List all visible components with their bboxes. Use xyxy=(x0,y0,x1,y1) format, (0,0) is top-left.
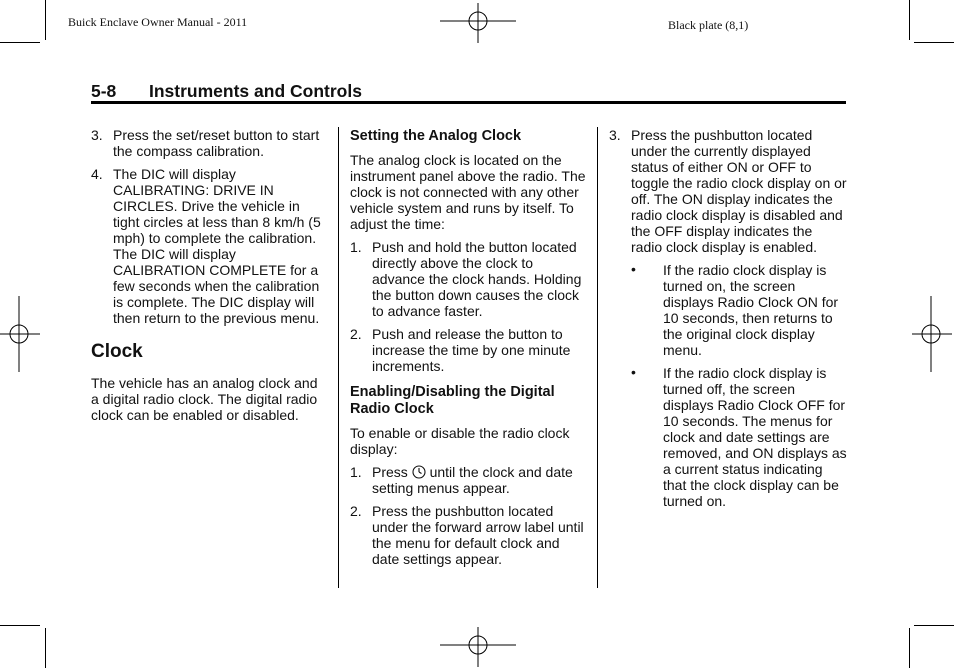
clock-icon xyxy=(412,465,426,479)
analog-clock-intro: The analog clock is located on the instrument panel above the radio. The clock is not connected with any other vehicle system and runs by itself. To adjust the time: xyxy=(350,152,586,232)
step-text-post: until the clock and date setting menus appear. xyxy=(372,464,573,496)
step-text-pre: Press xyxy=(372,464,408,480)
step-number: 3. xyxy=(609,127,621,143)
step-number: 2. xyxy=(350,326,362,342)
header-rule xyxy=(91,101,846,104)
step-text: Press the pushbutton located under the currently displayed status of either ON or OFF to toggle the radio clock display on or off. The ON display indicates the radio clock display is disabled and the OFF display indicates the radio clock display is enabled. xyxy=(631,127,847,255)
step-number: 1. xyxy=(350,239,362,255)
document-title: Buick Enclave Owner Manual - 2011 xyxy=(68,15,248,29)
bullet-text: If the radio clock display is turned off, the screen displays Radio Clock OFF for 10 seconds. The menus for clock and date settings are removed, and ON displays as a current status indicating that the clock display can be turned on. xyxy=(663,365,847,509)
step-number: 3. xyxy=(91,127,103,143)
bullet-icon: • xyxy=(631,261,636,277)
column-divider-2 xyxy=(597,127,598,588)
section-title: Instruments and Controls xyxy=(149,81,362,101)
step-text: Push and hold the button located directly above the clock to advance the clock hands. Holding the button down causes the clock to advance faster. xyxy=(372,239,582,319)
step-number: 4. xyxy=(91,166,103,182)
analog-clock-heading: Setting the Analog Clock xyxy=(350,128,522,144)
page-number: 5-8 xyxy=(91,81,117,101)
step-text: The DIC will display CALIBRATING: DRIVE IN CIRCLES. Drive the vehicle in tight circles at less than 8 km/h (5 mph) to complete the calibration. The DIC will display CALIBRATION COMPLETE for a few seconds when the calibration is complete. The DIC display will then return to the previous menu. xyxy=(113,166,321,326)
registration-mark-bottom-icon xyxy=(440,627,516,667)
registration-mark-left-icon xyxy=(0,296,40,372)
bullet-item xyxy=(631,365,847,509)
column-2 xyxy=(350,128,586,574)
list-item xyxy=(91,166,327,326)
step-number: 1. xyxy=(350,464,362,480)
clock-heading: Clock xyxy=(91,341,143,362)
bullet-icon: • xyxy=(631,364,636,380)
column-divider-1 xyxy=(338,127,339,588)
list-item xyxy=(350,464,586,496)
digital-clock-intro: To enable or disable the radio clock display: xyxy=(350,425,570,457)
column-3 xyxy=(609,127,847,516)
bullet-item xyxy=(631,262,847,358)
bullet-list xyxy=(609,262,847,509)
list-item xyxy=(609,127,847,255)
step-number: 2. xyxy=(350,503,362,519)
clock-intro: The vehicle has an analog clock and a digital radio clock. The digital radio clock can be enabled or disabled. xyxy=(91,375,318,423)
digital-clock-heading: Enabling/Disabling the Digital Radio Clock xyxy=(350,384,555,417)
bullet-text: If the radio clock display is turned on, the screen displays Radio Clock ON for 10 seconds, then returns to the original clock display menu. xyxy=(663,262,839,358)
list-item xyxy=(91,127,327,159)
column-1 xyxy=(91,127,327,430)
registration-mark-right-icon xyxy=(912,296,952,372)
list-item xyxy=(350,239,586,319)
plate-label: Black plate (8,1) xyxy=(668,18,749,32)
registration-mark-top-icon xyxy=(440,3,516,43)
list-item xyxy=(350,503,586,567)
step-text: Press the set/reset button to start the compass calibration. xyxy=(113,127,320,159)
list-item xyxy=(350,326,586,374)
step-text: Push and release the button to increase the time by one minute increments. xyxy=(372,326,571,374)
step-text: Press the pushbutton located under the forward arrow label until the menu for default clock and date settings appear. xyxy=(372,503,584,567)
